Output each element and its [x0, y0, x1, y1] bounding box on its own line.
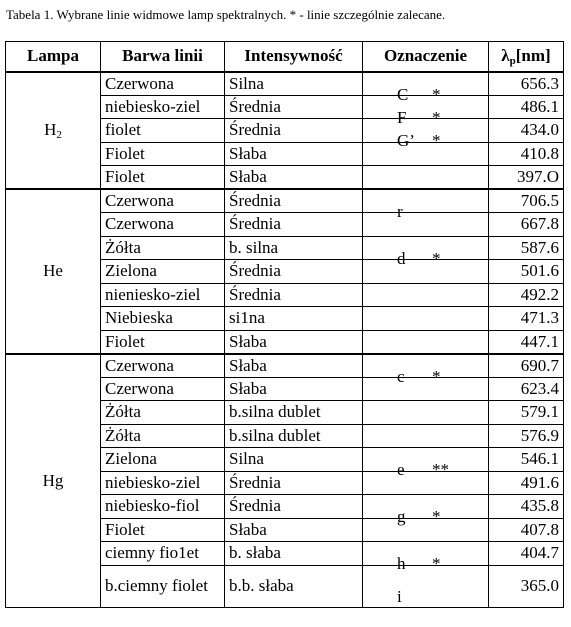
intensity-cell: Słaba: [225, 518, 363, 542]
wavelength-cell: 447.1: [489, 330, 564, 354]
table-caption: Tabela 1. Wybrane linie widmowe lamp spektralnych. * - linie szczególnie zalecane.: [6, 7, 446, 22]
designation-symbol: h: [397, 554, 406, 574]
designation-cell: [363, 283, 489, 307]
designation-cell: [363, 307, 489, 331]
header-lambda: [489, 42, 564, 72]
intensity-cell: Średnia: [225, 95, 363, 119]
line-color-cell: nieniesko-ziel: [101, 283, 225, 307]
wavelength-cell: 491.6: [489, 471, 564, 495]
wavelength-cell: 576.9: [489, 424, 564, 448]
wavelength-cell: 397.O: [489, 166, 564, 190]
header-lampa: Lampa: [6, 42, 101, 72]
designation-cell: [363, 401, 489, 425]
wavelength-cell: 434.0: [489, 119, 564, 143]
wavelength-cell: 407.8: [489, 518, 564, 542]
spectral-lines-table: [5, 41, 564, 608]
designation-cell: [363, 495, 489, 527]
intensity-cell: Średnia: [225, 213, 363, 237]
line-color-cell: Żółta: [101, 424, 225, 448]
line-color-cell: Fiolet: [101, 518, 225, 542]
header-oznaczenie: Oznaczenie: [363, 42, 489, 72]
intensity-cell: b. słaba: [225, 542, 363, 566]
line-color-cell: Fiolet: [101, 142, 225, 166]
designation-cell: [363, 189, 489, 221]
intensity-cell: b.silna dublet: [225, 401, 363, 425]
wavelength-cell: 492.2: [489, 283, 564, 307]
intensity-cell: Średnia: [225, 471, 363, 495]
intensity-cell: Słaba: [225, 166, 363, 190]
intensity-cell: Słaba: [225, 354, 363, 378]
recommended-asterisk: *: [432, 107, 441, 127]
designation-cell: [363, 142, 489, 166]
intensity-cell: Słaba: [225, 142, 363, 166]
line-color-cell: b.ciemny fiolet: [101, 565, 225, 607]
designation-cell: [363, 260, 489, 284]
line-color-cell: niebiesko-ziel: [101, 471, 225, 495]
lamp-name: Hg: [42, 470, 64, 490]
intensity-cell: b.b. słaba: [225, 565, 363, 607]
intensity-cell: Średnia: [225, 260, 363, 284]
designation-symbol: i: [397, 587, 402, 606]
wavelength-cell: 365.0: [489, 565, 564, 607]
wavelength-cell: 435.8: [489, 495, 564, 519]
line-color-cell: Fiolet: [101, 166, 225, 190]
designation-symbol: C: [397, 84, 409, 104]
line-color-cell: Czerwona: [101, 354, 225, 378]
intensity-cell: Średnia: [225, 283, 363, 307]
designation-symbol: c: [397, 366, 405, 386]
designation-symbol: r: [397, 202, 403, 221]
line-color-cell: Niebieska: [101, 307, 225, 331]
designation-cell: [363, 119, 489, 151]
table-body: [6, 72, 564, 608]
table-row: [6, 354, 564, 378]
wavelength-cell: 404.7: [489, 542, 564, 566]
recommended-asterisk: *: [432, 554, 441, 574]
designation-cell: [363, 236, 489, 268]
wavelength-cell: 623.4: [489, 377, 564, 401]
wavelength-cell: 656.3: [489, 72, 564, 96]
intensity-cell: b.silna dublet: [225, 424, 363, 448]
wavelength-cell: 471.3: [489, 307, 564, 331]
intensity-cell: Słaba: [225, 377, 363, 401]
wavelength-cell: 486.1: [489, 95, 564, 119]
intensity-cell: Silna: [225, 72, 363, 96]
intensity-cell: Średnia: [225, 189, 363, 213]
designation-symbol: g: [397, 507, 406, 527]
designation-symbol: d: [397, 248, 406, 268]
intensity-cell: b. silna: [225, 236, 363, 260]
intensity-cell: Silna: [225, 448, 363, 472]
line-color-cell: Czerwona: [101, 213, 225, 237]
lambda-unit: [nm]: [515, 46, 551, 66]
line-color-cell: Czerwona: [101, 189, 225, 213]
line-color-cell: niebiesko-ziel: [101, 95, 225, 119]
line-color-cell: Żółta: [101, 236, 225, 260]
designation-cell: [363, 330, 489, 354]
lamp-name: H: [44, 120, 57, 140]
line-color-cell: fiolet: [101, 119, 225, 143]
recommended-asterisk: *: [432, 248, 441, 268]
lamp-name: He: [43, 261, 63, 281]
designation-symbol: F: [397, 107, 407, 127]
wavelength-cell: 690.7: [489, 354, 564, 378]
lamp-cell: [6, 354, 101, 608]
header-row: [6, 42, 564, 72]
designation-cell: [363, 213, 489, 237]
recommended-asterisk: *: [432, 84, 441, 104]
wavelength-cell: 667.8: [489, 213, 564, 237]
intensity-cell: Średnia: [225, 119, 363, 143]
wavelength-cell: 579.1: [489, 401, 564, 425]
designation-cell: [363, 72, 489, 104]
recommended-asterisk: **: [432, 460, 449, 480]
lamp-cell: [6, 189, 101, 354]
line-color-cell: Czerwona: [101, 377, 225, 401]
designation-symbol: G’: [397, 131, 415, 151]
line-color-cell: Czerwona: [101, 72, 225, 96]
designation-cell: [363, 377, 489, 401]
table-row: [6, 72, 564, 96]
recommended-asterisk: *: [432, 366, 441, 386]
lambda-symbol: λ: [501, 46, 510, 66]
line-color-cell: Zielona: [101, 260, 225, 284]
wavelength-cell: 587.6: [489, 236, 564, 260]
designation-cell: [363, 565, 489, 607]
designation-symbol: e: [397, 460, 405, 480]
table-row: [6, 189, 564, 213]
intensity-cell: Słaba: [225, 330, 363, 354]
wavelength-cell: 501.6: [489, 260, 564, 284]
designation-cell: [363, 354, 489, 386]
designation-cell: [363, 166, 489, 190]
wavelength-cell: 546.1: [489, 448, 564, 472]
line-color-cell: Żółta: [101, 401, 225, 425]
recommended-asterisk: *: [432, 507, 441, 527]
recommended-asterisk: *: [432, 131, 441, 151]
header-barwa: Barwa linii: [101, 42, 225, 72]
lambda-subscript: p: [509, 55, 516, 68]
line-color-cell: Zielona: [101, 448, 225, 472]
header-intensywnosc: Intensywność: [225, 42, 363, 72]
line-color-cell: Fiolet: [101, 330, 225, 354]
designation-cell: [363, 471, 489, 495]
designation-cell: [363, 448, 489, 480]
intensity-cell: si1na: [225, 307, 363, 331]
designation-cell: [363, 542, 489, 574]
intensity-cell: Średnia: [225, 495, 363, 519]
wavelength-cell: 410.8: [489, 142, 564, 166]
lamp-cell: [6, 72, 101, 190]
designation-cell: [363, 518, 489, 542]
designation-cell: [363, 95, 489, 127]
line-color-cell: ciemny fio1et: [101, 542, 225, 566]
line-color-cell: niebiesko-fiol: [101, 495, 225, 519]
wavelength-cell: 706.5: [489, 189, 564, 213]
lamp-subscript: 2: [56, 129, 62, 142]
designation-cell: [363, 424, 489, 448]
